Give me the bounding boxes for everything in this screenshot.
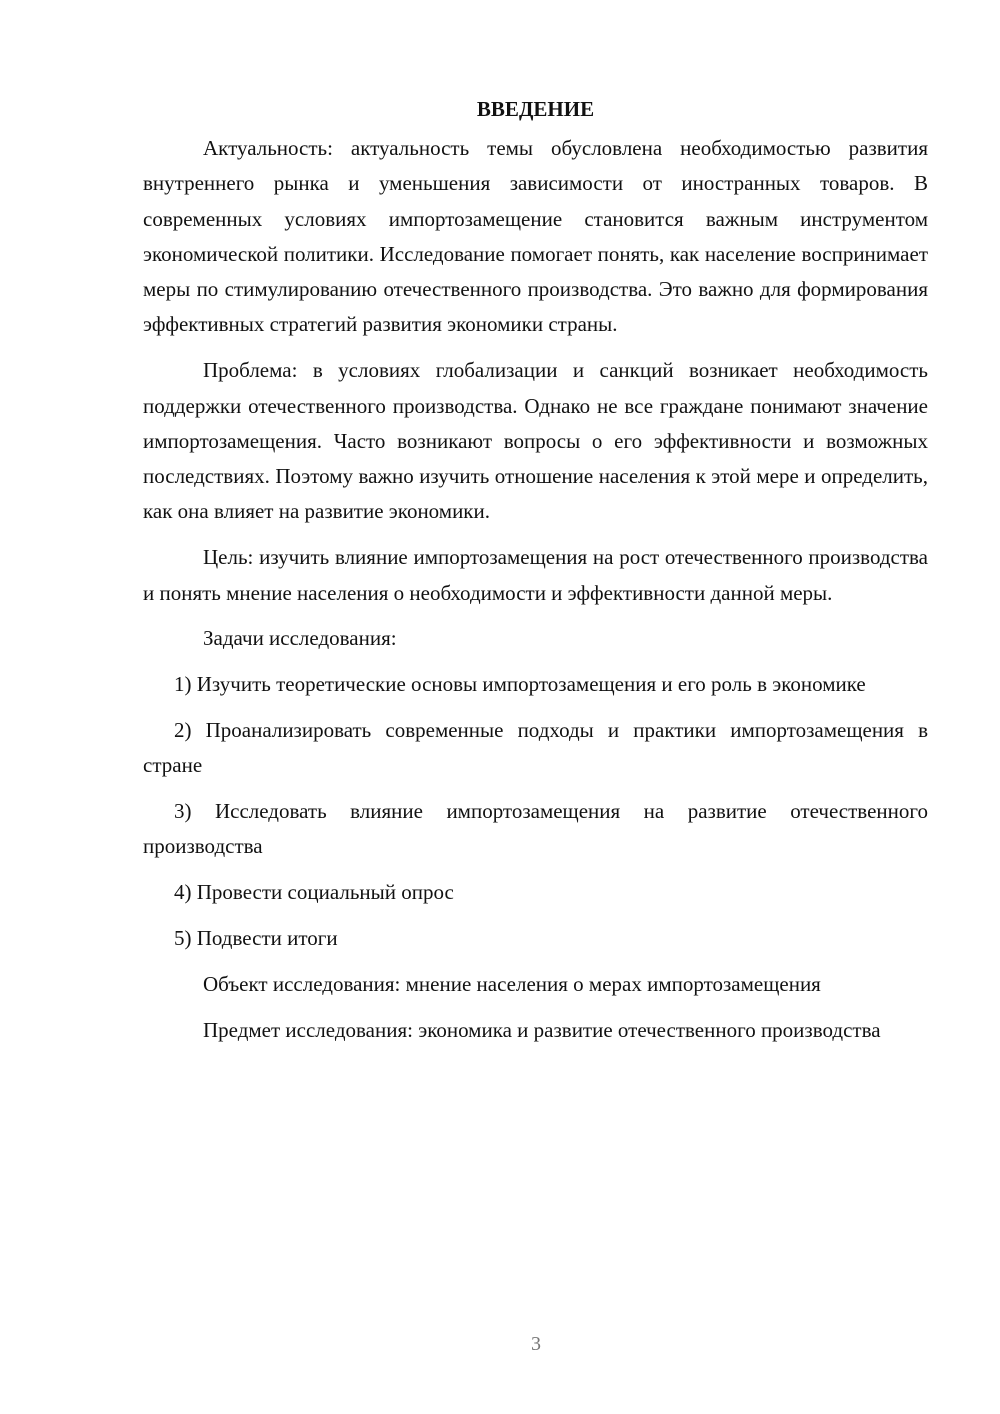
- page-title: ВВЕДЕНИЕ: [476, 97, 595, 121]
- paragraph-subject: Предмет исследования: экономика и развитие отечественного производства: [203, 1017, 881, 1042]
- task-item-1: 1) Изучить теоретические основы импортозамещения и его роль в экономике: [174, 672, 866, 697]
- paragraph-goal: Цель: изучить влияние импортозамещения на рост отечественного производства и понять мнение населения о необходимости и эффективности данной меры.: [143, 545, 928, 605]
- paragraph-problem: Проблема: в условиях глобализации и санкций возникает необходимость поддержки отечественного производства. Однако не все граждане понимают значение импортозамещения. Часто возникают вопросы о его эффективности и возможных последствиях. Поэтому важно изучить отношение населения к этой мере и определить, как она влияет на развитие экономики.: [143, 358, 928, 524]
- task-item-5: 5) Подвести итоги: [174, 925, 338, 950]
- task-item-4: 4) Провести социальный опрос: [174, 880, 454, 905]
- document-page: [143, 92, 928, 1058]
- page-number: 3: [531, 1333, 541, 1355]
- tasks-heading: Задачи исследования:: [203, 626, 397, 651]
- paragraph-object: Объект исследования: мнение населения о мерах импортозамещения: [203, 971, 821, 996]
- task-item-3: 3) Исследовать влияние импортозамещения на развитие отечественного производства: [143, 799, 928, 859]
- paragraph-relevance: Актуальность: актуальность темы обусловлена необходимостью развития внутреннего рынка и уменьшения зависимости от иностранных товаров. В современных условиях импортозамещение становится важным инструментом экономической политики. Исследование помогает понять, как население воспринимает меры по стимулированию отечественного производства. Это важно для формирования эффективных стратегий развития экономики страны.: [143, 136, 928, 337]
- task-item-2: 2) Проанализировать современные подходы и практики импортозамещения в стране: [143, 717, 928, 778]
